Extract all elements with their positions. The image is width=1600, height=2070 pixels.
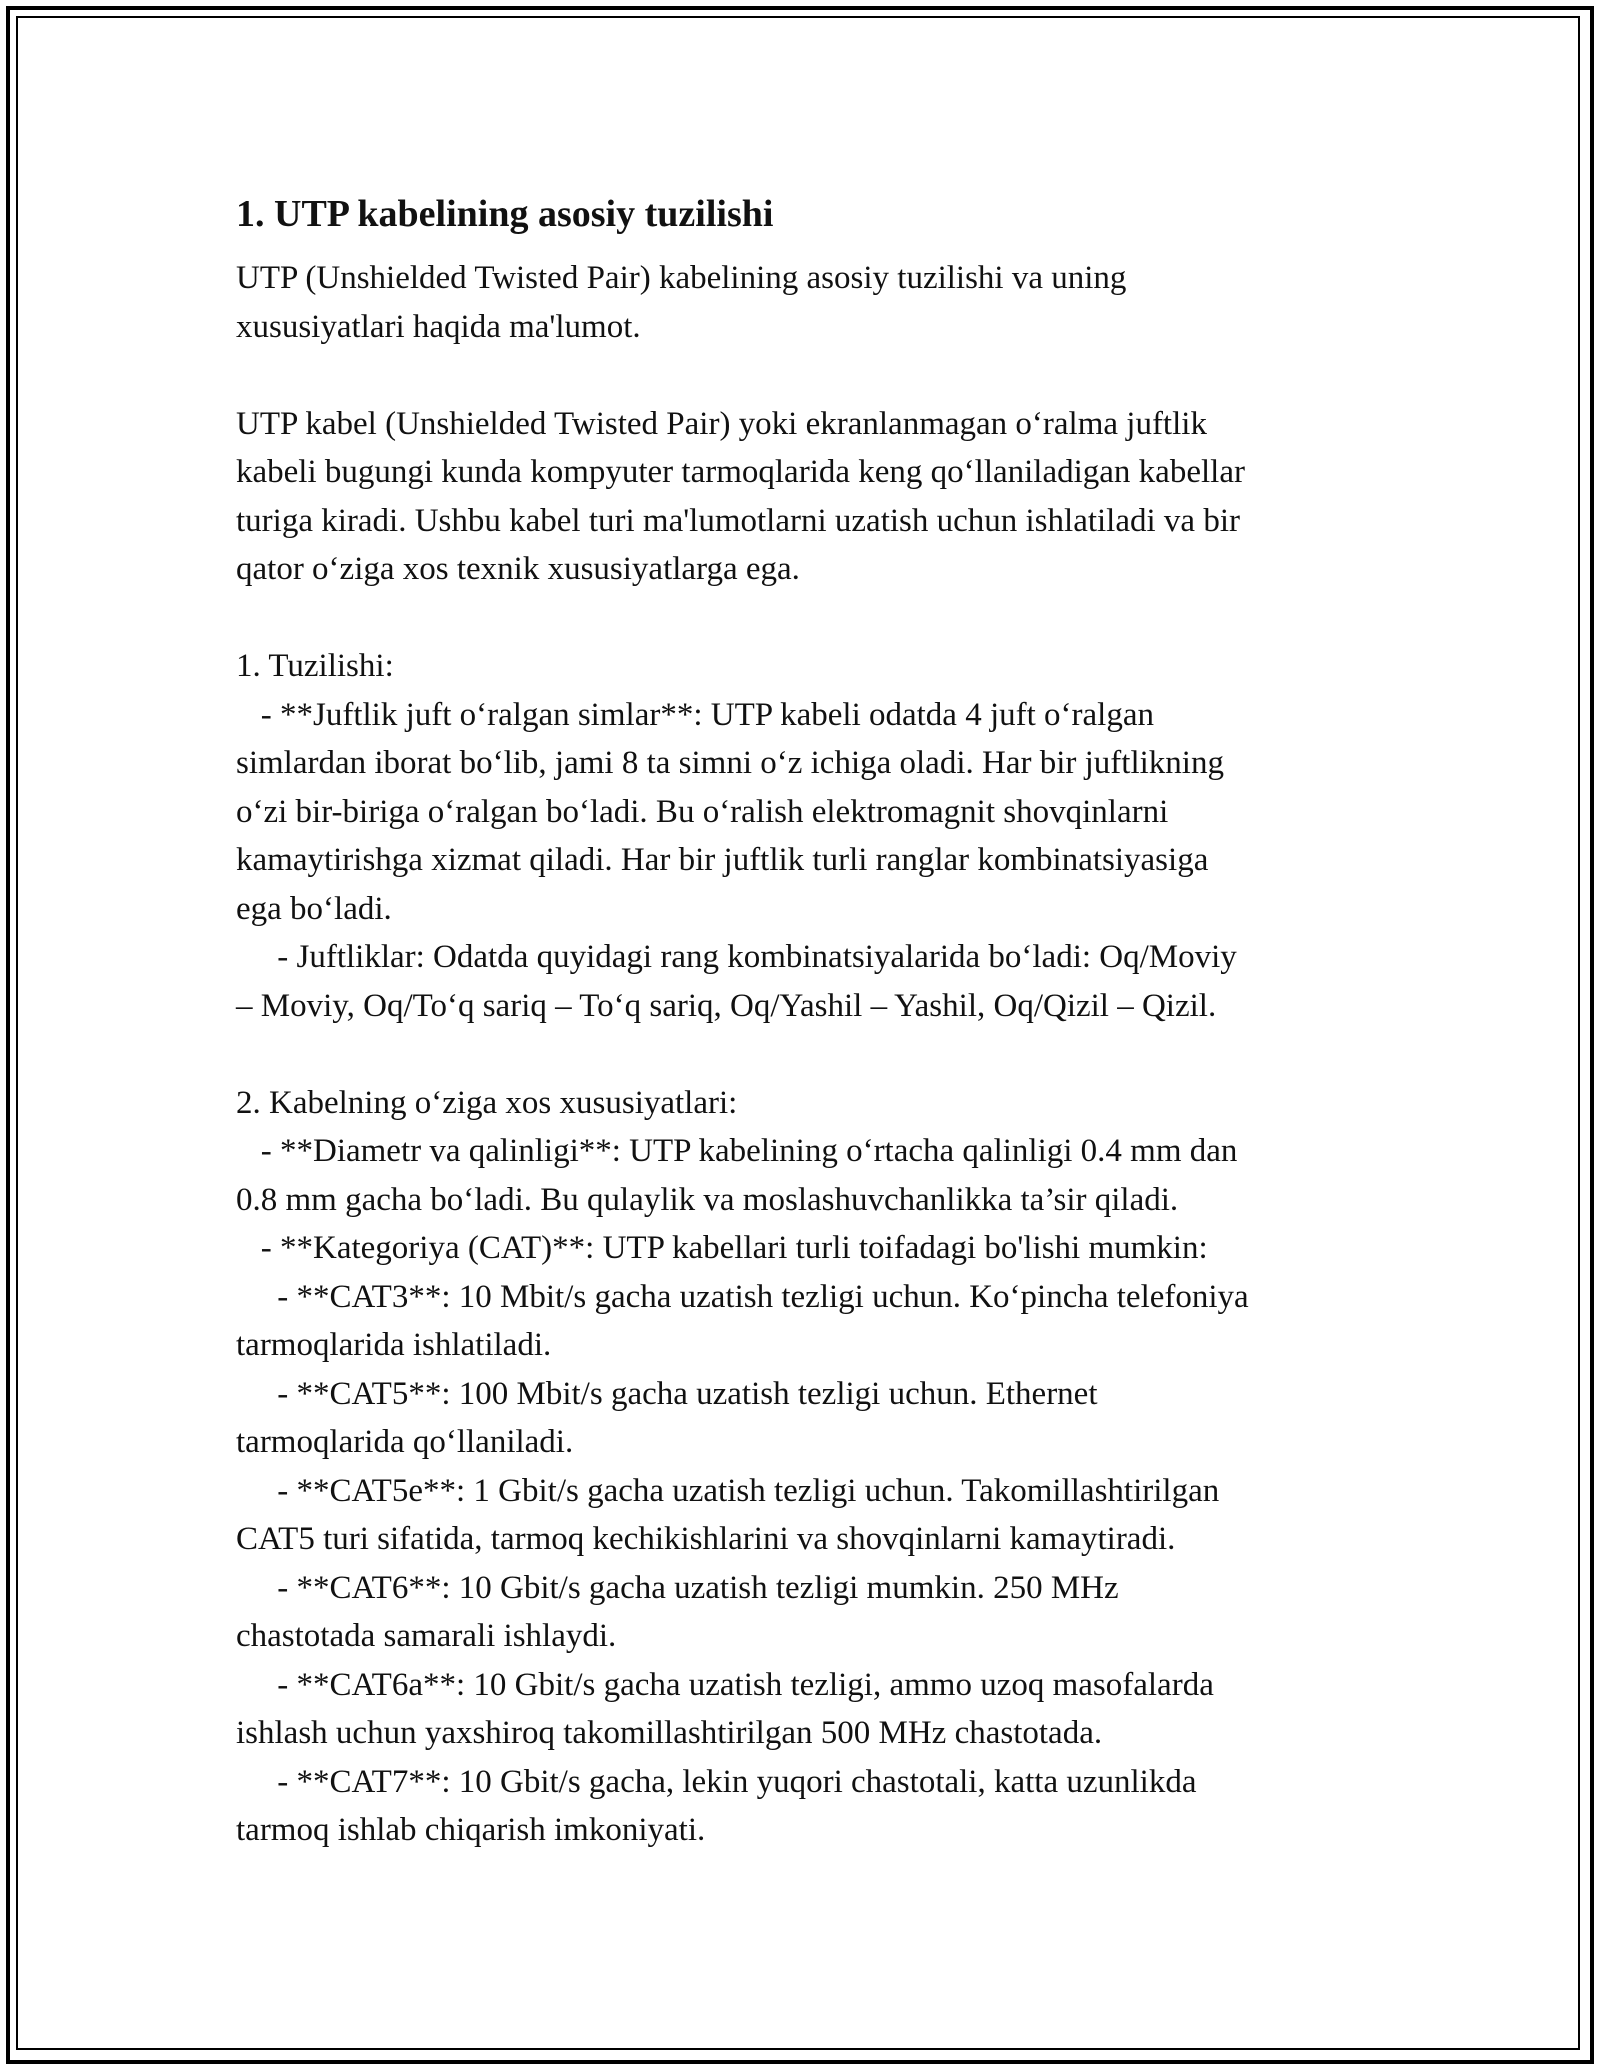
list-item-line: - **Diametr va qalinligi**: UTP kabelining o‘rtacha qalinligi 0.4 mm dan [236, 1133, 1238, 1169]
text-line: ega bo‘ladi. [236, 890, 392, 927]
text-line: CAT5 turi sifatida, tarmoq kechikishlarini va shovqinlarni kamaytiradi. [236, 1521, 1176, 1557]
text-line: tarmoqlarida qo‘llaniladi. [236, 1424, 574, 1460]
blank-line [236, 351, 1376, 400]
list-item-line: - **CAT5**: 100 Mbit/s gacha uzatish tezligi uchun. Ethernet [236, 1375, 1098, 1412]
list-item-line: - **Kategoriya (CAT)**: UTP kabellari turli toifadagi bo'lishi mumkin: [236, 1230, 1208, 1266]
list-heading: 2. Kabelning o‘ziga xos xususiyatlari: [236, 1084, 738, 1121]
text-line: kamaytirishga xizmat qiladi. Har bir juftlik turli ranglar kombinatsiyasiga [236, 842, 1209, 878]
text-line: qator o‘ziga xos texnik xususiyatlarga ega. [236, 551, 800, 587]
text-line: chastotada samarali ishlaydi. [236, 1618, 617, 1654]
text-line: 0.8 mm gacha bo‘ladi. Bu qulaylik va moslashuvchanlikka ta’sir qiladi. [236, 1181, 1179, 1218]
text-line: UTP kabel (Unshielded Twisted Pair) yoki ekranlanmagan o‘ralma juftlik [236, 405, 1207, 442]
text-line: xususiyatlari haqida ma'lumot. [236, 308, 641, 345]
text-line: o‘zi bir-biriga o‘ralgan bo‘ladi. Bu o‘ralish elektromagnit shovqinlarni [236, 793, 1169, 830]
text-line: UTP (Unshielded Twisted Pair) kabelining asosiy tuzilishi va uning [236, 260, 1127, 296]
list-item-line: - **CAT3**: 10 Mbit/s gacha uzatish tezligi uchun. Ko‘pincha telefoniya [236, 1278, 1249, 1315]
blank-line [236, 594, 1376, 643]
text-line: tarmoqlarida ishlatiladi. [236, 1327, 552, 1363]
text-line: kabeli bugungi kunda kompyuter tarmoqlarida keng qo‘llaniladigan kabellar [236, 454, 1245, 490]
list-heading: 1. Tuzilishi: [236, 648, 394, 684]
section-heading: 1. UTP kabelining asosiy tuzilishi [236, 193, 774, 235]
list-item-line: - **CAT5e**: 1 Gbit/s gacha uzatish tezligi uchun. Takomillashtirilgan [236, 1472, 1220, 1509]
list-item-line: - Juftliklar: Odatda quyidagi rang kombinatsiyalarida bo‘ladi: Oq/Moviy [236, 939, 1237, 975]
text-line: turiga kiradi. Ushbu kabel turi ma'lumotlarni uzatish uchun ishlatiladi va bir [236, 502, 1240, 539]
list-item-line: - **CAT7**: 10 Gbit/s gacha, lekin yuqori chastotali, katta uzunlikda [236, 1763, 1197, 1800]
body-text [236, 254, 1376, 1855]
text-line: simlardan iborat bo‘lib, jami 8 ta simni o‘z ichiga oladi. Har bir juftlikning [236, 745, 1224, 781]
list-item-line: - **CAT6a**: 10 Gbit/s gacha uzatish tezligi, ammo uzoq masofalarda [236, 1666, 1214, 1703]
list-item-line: - **CAT6**: 10 Gbit/s gacha uzatish tezligi mumkin. 250 MHz [236, 1569, 1119, 1606]
text-line: ishlash uchun yaxshiroq takomillashtirilgan 500 MHz chastotada. [236, 1715, 1103, 1751]
document-body [236, 188, 1376, 1855]
list-item-line: - **Juftlik juft o‘ralgan simlar**: UTP kabeli odatda 4 juft o‘ralgan [236, 696, 1154, 733]
text-line: – Moviy, Oq/To‘q sariq – To‘q sariq, Oq/Yashil – Yashil, Oq/Qizil – Qizil. [236, 987, 1217, 1024]
blank-line [236, 1030, 1376, 1079]
text-line: tarmoq ishlab chiqarish imkoniyati. [236, 1812, 706, 1848]
